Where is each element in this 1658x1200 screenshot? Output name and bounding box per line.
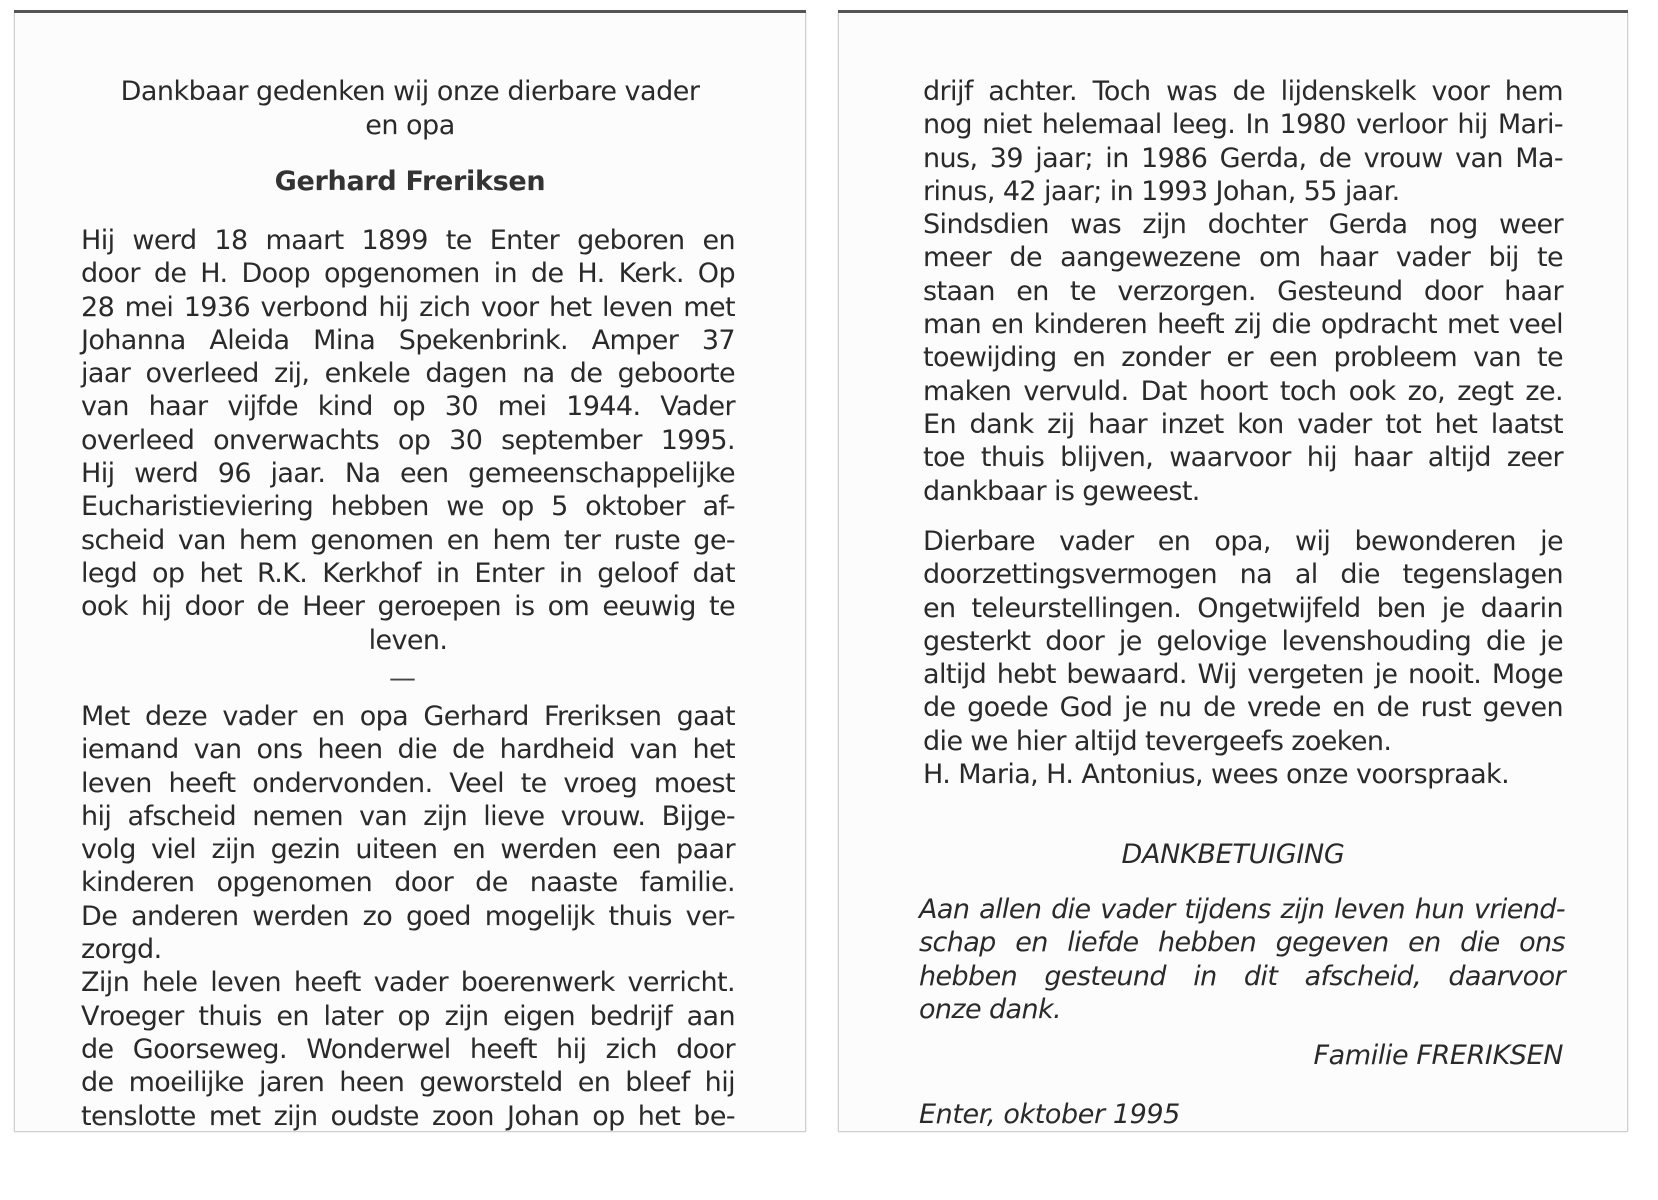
- text-line: iemand van ons heen die de hardheid van het: [81, 734, 735, 766]
- text-line: hebben gesteund in dit afscheid, daarvoor: [919, 960, 1565, 992]
- text-line: Dierbare vader en opa, wij bewonderen je: [923, 526, 1563, 557]
- right-card-page: [838, 12, 1628, 1132]
- family-signature: Familie FRERIKSEN: [1313, 1040, 1563, 1071]
- text-line: toewijding en zonder er een probleem van te: [923, 342, 1563, 374]
- text-line: Vroeger thuis en later op zijn eigen bedrijf aan: [81, 1000, 735, 1032]
- text-line: tenslotte met zijn oudste zoon Johan op het be-: [81, 1100, 735, 1132]
- text-line: overleed onverwachts op 30 september 1995.: [81, 424, 735, 456]
- text-line: Sindsdien was zijn dochter Gerda nog weer: [923, 209, 1563, 241]
- thanks-heading: DANKBETUIGING: [1121, 839, 1345, 870]
- text-line: nus, 39 jaar; in 1986 Gerda, de vrouw van Ma-: [923, 142, 1563, 174]
- text-line: schap en liefde hebben gegeven en die ons: [919, 927, 1565, 959]
- text-line: Johanna Aleida Mina Spekenbrink. Amper 37: [81, 324, 735, 356]
- text-line: hij afscheid nemen van zijn lieve vrouw. Bijge-: [81, 800, 735, 832]
- text-line: de goede God je nu de vrede en de rust geven: [923, 692, 1563, 724]
- text-line: Zijn hele leven heeft vader boerenwerk verricht.: [81, 967, 735, 999]
- text-line: legd op het R.K. Kerkhof in Enter in geloof dat: [81, 557, 735, 589]
- place-date: Enter, oktober 1995: [919, 1099, 1180, 1130]
- intro-text: [15, 75, 805, 143]
- text-line: volg viel zijn gezin uiteen en werden een paar: [81, 834, 735, 866]
- text-line: staan en te verzorgen. Gesteund door haar: [923, 275, 1563, 307]
- life-paragraph: [81, 700, 735, 1133]
- text-line: Hij werd 18 maart 1899 te Enter geboren en: [81, 225, 735, 256]
- left-card-page: [14, 12, 806, 1132]
- text-line: kinderen opgenomen door de naaste familie.: [81, 867, 735, 899]
- intro-line: Dankbaar gedenken wij onze dierbare vader: [120, 76, 700, 107]
- text-line: ook hij door de Heer geroepen is om eeuwig te: [81, 591, 735, 623]
- text-line: De anderen werden zo goed mogelijk thuis ver-: [81, 900, 735, 932]
- separator-text: —: [389, 663, 416, 694]
- text-line: nog niet helemaal leeg. In 1980 verloor hij Mari-: [923, 109, 1563, 141]
- text-line: leven heeft ondervonden. Veel te vroeg moest: [81, 767, 735, 799]
- text-line: jaar overleed zij, enkele dagen na de geboorte: [81, 358, 735, 390]
- text-line: scheid van hem genomen en hem ter ruste ge-: [81, 524, 735, 556]
- thanks-paragraph: [919, 893, 1565, 1026]
- text-line: Eucharistieviering hebben we op 5 oktober af-: [81, 491, 735, 523]
- text-line: dankbaar is geweest.: [923, 475, 1200, 507]
- text-line: en teleurstellingen. Ongetwijfeld ben je daarin: [923, 592, 1563, 624]
- text-line: rinus, 42 jaar; in 1993 Johan, 55 jaar.: [923, 175, 1400, 207]
- farewell-paragraph: [923, 525, 1563, 791]
- text-line: gesterkt door je gelovige levenshouding die je: [923, 625, 1563, 657]
- text-line: Aan allen die vader tijdens zijn leven hun vriend-: [919, 894, 1565, 925]
- biography-paragraph: [81, 224, 735, 657]
- text-line: Met deze vader en opa Gerhard Freriksen gaat: [81, 701, 735, 732]
- text-line: van haar vijfde kind op 30 mei 1944. Vader: [81, 391, 735, 423]
- text-line: doorzettingsvermogen na al die tegenslagen: [923, 559, 1563, 591]
- prayer-line: H. Maria, H. Antonius, wees onze voorspraak.: [923, 759, 1510, 791]
- text-line: onze dank.: [919, 993, 1062, 1025]
- text-line: leven.: [368, 624, 448, 656]
- text-line: de Goorseweg. Wonderwel heeft hij zich door: [81, 1033, 735, 1065]
- text-line: man en kinderen heeft zij die opdracht met veel: [923, 309, 1563, 341]
- text-line: toe thuis blijven, waarvoor hij haar altijd zeer: [923, 442, 1563, 474]
- text-line: de moeilijke jaren heen geworsteld en bleef hij: [81, 1067, 735, 1099]
- continuation-paragraph: [923, 75, 1563, 508]
- text-line: zorgd.: [81, 934, 162, 966]
- text-line: drijf achter. Toch was de lijdenskelk voor hem: [923, 76, 1563, 107]
- text-line: die we hier altijd tevergeefs zoeken.: [923, 725, 1392, 757]
- text-line: altijd hebt bewaard. Wij vergeten je nooit. Moge: [923, 659, 1563, 691]
- intro-line: en opa: [365, 110, 455, 141]
- text-line: meer de aangewezene om haar vader bij te: [923, 242, 1563, 274]
- text-line: maken vervuld. Dat hoort toch ook zo, zegt ze.: [923, 375, 1563, 407]
- text-line: Hij werd 96 jaar. Na een gemeenschappelijke: [81, 458, 735, 490]
- text-line: En dank zij haar inzet kon vader tot het laatst: [923, 408, 1563, 440]
- text-line: 28 mei 1936 verbond hij zich voor het leven met: [81, 291, 735, 323]
- text-line: door de H. Doop opgenomen in de H. Kerk. Op: [81, 258, 735, 290]
- deceased-name: Gerhard Freriksen: [274, 166, 546, 197]
